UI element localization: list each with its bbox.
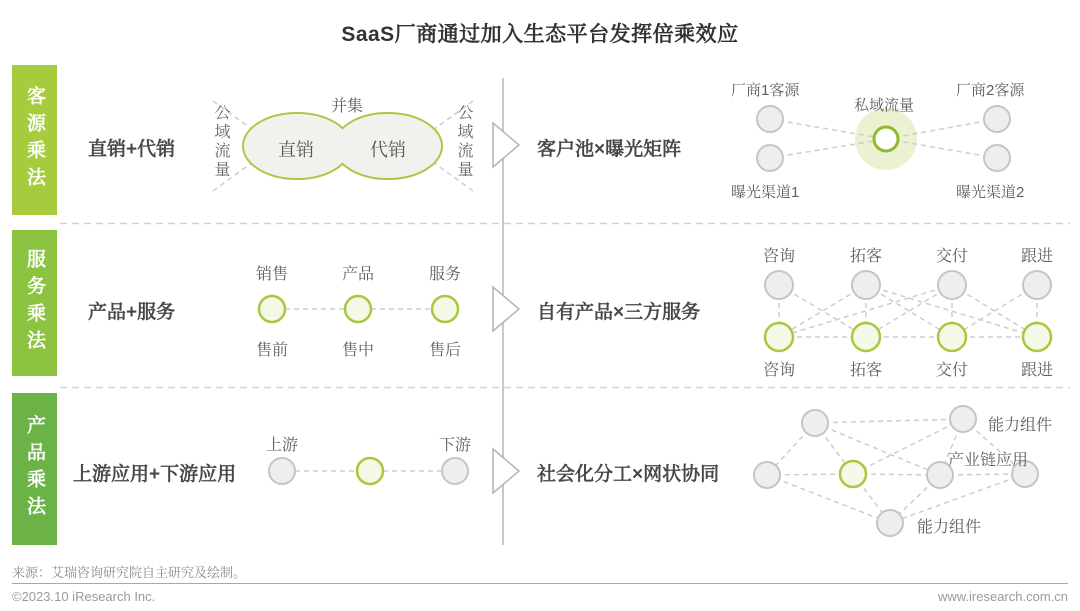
node-vendor2-source [984, 106, 1010, 132]
row2-mid-label: 自有产品×三方服务 [537, 302, 701, 323]
node-consult-bottom [765, 323, 793, 351]
node-consult-top [765, 271, 793, 299]
venn-union-shape [243, 113, 442, 179]
label-consult-top: 咨询 [762, 248, 796, 265]
label-presale: 售前 [255, 342, 289, 359]
source-note: 来源：艾瑞咨询研究院自主研究及绘制。 [12, 565, 247, 580]
label-private-traffic: 私域流量 [853, 97, 915, 114]
venn-union-label: 并集 [330, 98, 364, 115]
footer-divider [12, 583, 1068, 584]
node-downstream [442, 458, 468, 484]
node-exposure-channel2 [984, 145, 1010, 171]
sidebar-bar-product [12, 393, 57, 545]
row1-left-label: 直销+代销 [88, 139, 176, 160]
node-mesh-topleft [802, 410, 828, 436]
node-saas-vendor [357, 458, 383, 484]
node-upstream [269, 458, 295, 484]
node-mesh-center-green [840, 461, 866, 487]
node-capability-component-bottom [877, 510, 903, 536]
node-deliver-top [938, 271, 966, 299]
node-private-traffic [874, 127, 898, 151]
label-product: 产品 [341, 266, 375, 283]
label-sales: 销售 [255, 266, 289, 283]
node-follow-bottom [1023, 323, 1051, 351]
node-acquire-bottom [852, 323, 880, 351]
label-upstream: 上游 [265, 437, 299, 454]
label-follow-bottom: 跟进 [1020, 362, 1054, 379]
label-follow-top: 跟进 [1020, 248, 1054, 265]
arrow-right-icon-row2 [493, 287, 519, 331]
label-aftersale: 售后 [428, 342, 462, 359]
node-deliver-bottom [938, 323, 966, 351]
row1-mid-label: 客户池×曝光矩阵 [537, 139, 682, 160]
label-vendor2-source: 厂商2客源 [956, 82, 1025, 99]
label-insale: 售中 [341, 342, 375, 359]
label-capability-component-top: 能力组件 [988, 417, 1053, 434]
label-capability-component-bottom: 能力组件 [917, 519, 982, 536]
sidebar-label-customer-source: 客源乘法 [24, 86, 45, 194]
website-url: www.iresearch.com.cn [937, 589, 1068, 604]
node-sales-presale [259, 296, 285, 322]
node-acquire-top [852, 271, 880, 299]
node-product-insale [345, 296, 371, 322]
row3-mid-label: 社会化分工×网状协同 [537, 464, 720, 485]
sidebar-bar-customer-source [12, 65, 57, 215]
row1-public-traffic-right: 公域流量 [455, 104, 472, 180]
mesh-lines [767, 419, 1025, 523]
sidebar-label-service: 服务乘法 [24, 249, 45, 357]
label-exposure-channel2: 曝光渠道2 [956, 184, 1025, 201]
venn-agency-sales-label: 代销 [370, 140, 406, 160]
node-service-aftersale [432, 296, 458, 322]
label-vendor1-source: 厂商1客源 [731, 82, 800, 99]
node-capability-component-top [950, 406, 976, 432]
arrow-right-icon-row1 [493, 123, 519, 167]
sidebar-bar-service [12, 230, 57, 376]
row2-left-label: 产品+服务 [88, 302, 176, 323]
label-acquire-bottom: 拓客 [849, 362, 883, 379]
node-exposure-channel1 [757, 145, 783, 171]
copyright-text: ©2023.10 iResearch Inc. [12, 589, 156, 604]
label-industry-chain-app: 产业链应用 [948, 452, 1029, 469]
page-title: SaaS厂商通过加入生态平台发挥倍乘效应 [341, 23, 739, 46]
row1-public-traffic-left: 公域流量 [212, 104, 229, 180]
label-deliver-top: 交付 [935, 248, 969, 265]
label-deliver-bottom: 交付 [935, 362, 969, 379]
label-downstream: 下游 [438, 437, 472, 454]
arrow-right-icon-row3 [493, 449, 519, 493]
matrix-mesh-lines [779, 285, 1037, 337]
label-service: 服务 [428, 266, 462, 283]
sidebar-label-product: 产品乘法 [24, 415, 45, 523]
label-exposure-channel1: 曝光渠道1 [731, 184, 800, 201]
node-mesh-left [754, 462, 780, 488]
row3-left-label: 上游应用+下游应用 [73, 464, 237, 485]
label-consult-bottom: 咨询 [762, 362, 796, 379]
node-follow-top [1023, 271, 1051, 299]
node-vendor1-source [757, 106, 783, 132]
label-acquire-top: 拓客 [849, 248, 883, 265]
venn-direct-sales-label: 直销 [278, 140, 314, 160]
